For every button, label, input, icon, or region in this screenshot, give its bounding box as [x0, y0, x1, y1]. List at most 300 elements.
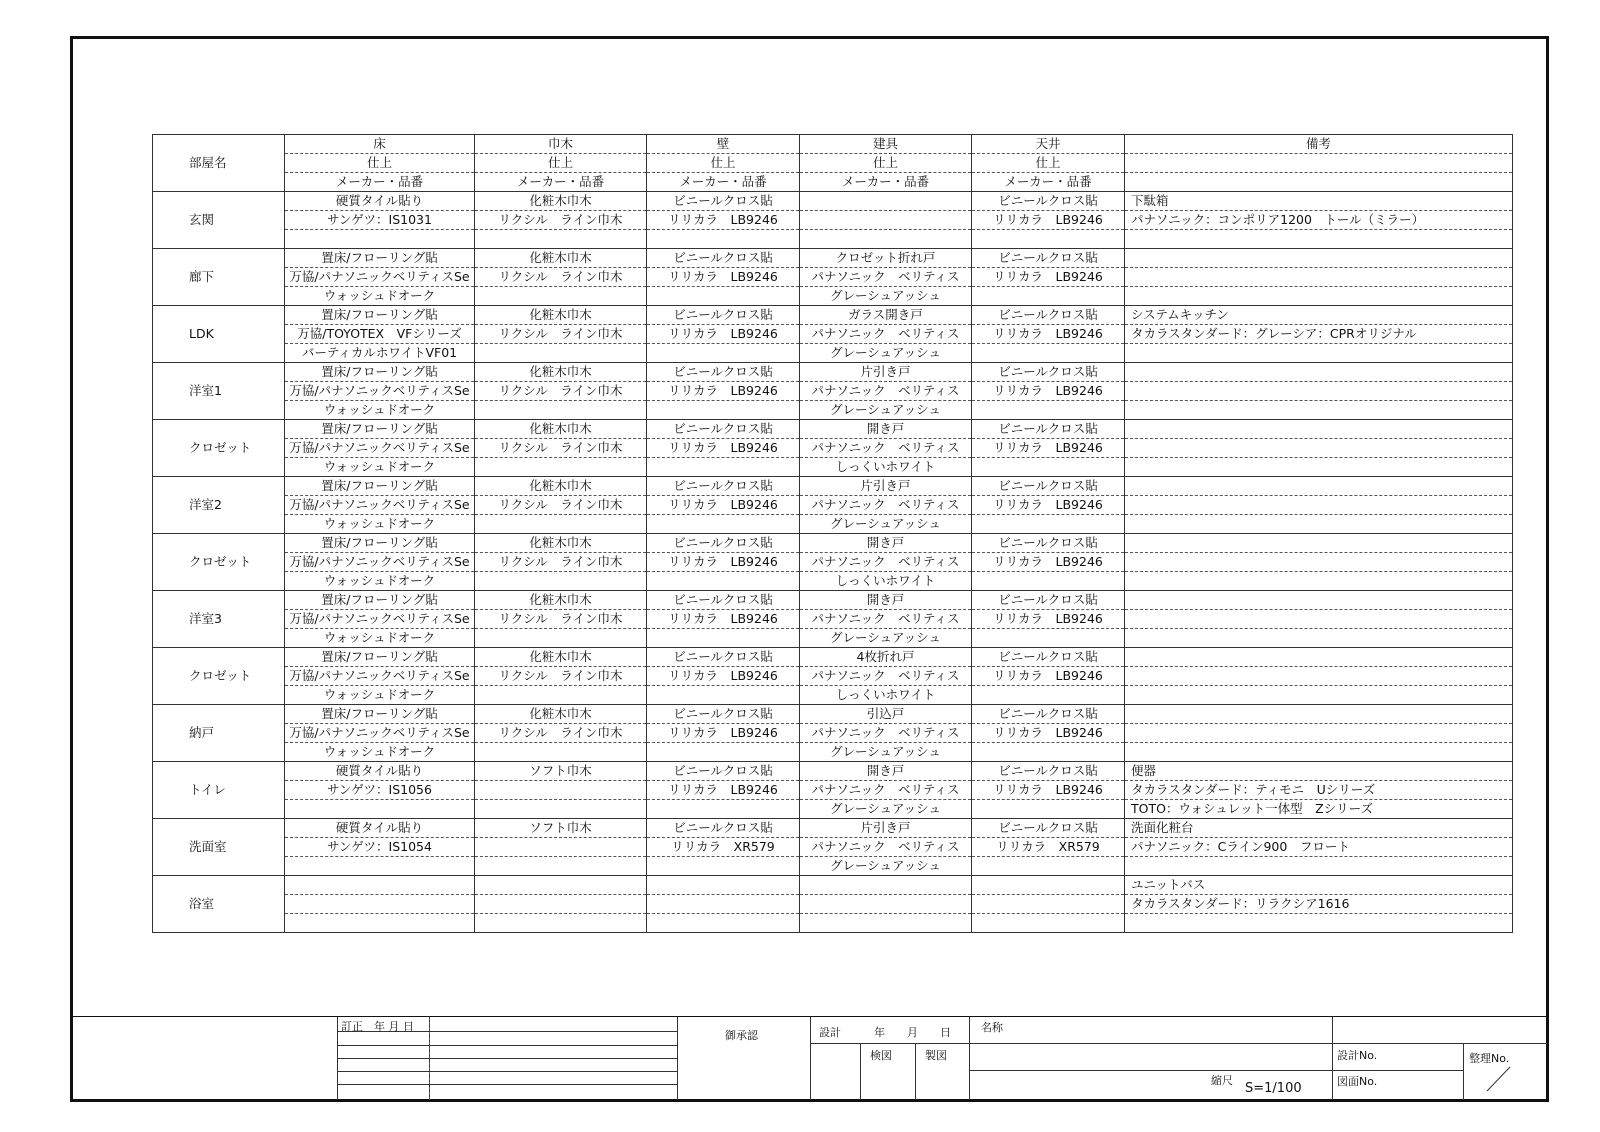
room-name: LDK — [153, 306, 285, 363]
room-name: 浴室 — [153, 876, 285, 933]
remarks-cell: パナソニック：コンポリア1200 トール（ミラー） — [1125, 211, 1513, 230]
floor-cell: 万協/パナソニックベリティスSe — [285, 724, 475, 743]
floor-cell: 万協/パナソニックベリティスSe — [285, 553, 475, 572]
base-cell: リクシル ライン巾木 — [475, 667, 647, 686]
wall-cell: ビニールクロス貼 — [647, 249, 800, 268]
table-row — [153, 363, 1513, 382]
wall-cell: ビニールクロス貼 — [647, 591, 800, 610]
table-row — [153, 819, 1513, 838]
table-row — [153, 667, 1513, 686]
wall-cell — [647, 800, 800, 819]
base-cell: 化粧木巾木 — [475, 363, 647, 382]
remarks-cell: 洗面化粧台 — [1125, 819, 1513, 838]
ceiling-cell: リリカラ LB9246 — [972, 553, 1125, 572]
design-date-label: 設計 年 月 日 — [819, 1026, 951, 1039]
door-cell: パナソニック ベリティス — [800, 439, 972, 458]
base-cell: 化粧木巾木 — [475, 705, 647, 724]
header-finish: 仕上 — [475, 154, 647, 173]
wall-cell: ビニールクロス貼 — [647, 819, 800, 838]
floor-cell: 置床/フローリング貼 — [285, 363, 475, 382]
floor-cell: 硬質タイル貼り — [285, 819, 475, 838]
wall-cell — [647, 401, 800, 420]
remarks-cell — [1125, 287, 1513, 306]
base-cell — [475, 401, 647, 420]
wall-cell: ビニールクロス貼 — [647, 705, 800, 724]
ceiling-cell: ビニールクロス貼 — [972, 192, 1125, 211]
floor-cell: サンゲツ：IS1054 — [285, 838, 475, 857]
remarks-cell: システムキッチン — [1125, 306, 1513, 325]
door-cell — [800, 192, 972, 211]
table-row — [153, 553, 1513, 572]
door-cell: パナソニック ベリティス — [800, 781, 972, 800]
remarks-cell — [1125, 705, 1513, 724]
room-name: 洋室1 — [153, 363, 285, 420]
ceiling-cell: リリカラ LB9246 — [972, 382, 1125, 401]
table-row — [153, 895, 1513, 914]
door-cell — [800, 914, 972, 933]
base-cell: 化粧木巾木 — [475, 249, 647, 268]
remarks-cell — [1125, 458, 1513, 477]
remarks-cell: パナソニック：Cライン900 フロート — [1125, 838, 1513, 857]
base-cell — [475, 572, 647, 591]
remarks-cell: 便器 — [1125, 762, 1513, 781]
table-row — [153, 838, 1513, 857]
ceiling-cell: ビニールクロス貼 — [972, 591, 1125, 610]
wall-cell: リリカラ LB9246 — [647, 610, 800, 629]
revision-label: 訂正 年 月 日 — [341, 1020, 414, 1033]
header-maker: メーカー・品番 — [972, 173, 1125, 192]
remarks-cell — [1125, 382, 1513, 401]
door-cell: 開き戸 — [800, 534, 972, 553]
floor-cell: 置床/フローリング貼 — [285, 534, 475, 553]
header-maker: メーカー・品番 — [475, 173, 647, 192]
ceiling-cell: リリカラ LB9246 — [972, 439, 1125, 458]
remarks-cell — [1125, 686, 1513, 705]
door-cell: グレーシュアッシュ — [800, 287, 972, 306]
room-name: 洋室2 — [153, 477, 285, 534]
door-cell: 片引き戸 — [800, 477, 972, 496]
wall-cell: リリカラ LB9246 — [647, 496, 800, 515]
ceiling-cell: リリカラ XR579 — [972, 838, 1125, 857]
base-cell — [475, 686, 647, 705]
remarks-cell — [1125, 230, 1513, 249]
floor-cell: ウォッシュドオーク — [285, 743, 475, 762]
base-cell: 化粧木巾木 — [475, 477, 647, 496]
header-floor: 床 — [285, 135, 475, 154]
header-empty — [1125, 173, 1513, 192]
name-label: 名称 — [981, 1021, 1003, 1034]
design-no-label: 設計No. — [1337, 1049, 1378, 1062]
room-name: 廊下 — [153, 249, 285, 306]
floor-cell: 置床/フローリング貼 — [285, 306, 475, 325]
floor-cell — [285, 876, 475, 895]
wall-cell — [647, 743, 800, 762]
base-cell: リクシル ライン巾木 — [475, 496, 647, 515]
door-cell: グレーシュアッシュ — [800, 344, 972, 363]
door-cell: パナソニック ベリティス — [800, 325, 972, 344]
floor-cell — [285, 857, 475, 876]
wall-cell — [647, 515, 800, 534]
base-cell — [475, 781, 647, 800]
wall-cell: ビニールクロス貼 — [647, 306, 800, 325]
wall-cell: ビニールクロス貼 — [647, 192, 800, 211]
door-cell: パナソニック ベリティス — [800, 838, 972, 857]
header-finish: 仕上 — [647, 154, 800, 173]
ceiling-cell — [972, 515, 1125, 534]
remarks-cell — [1125, 534, 1513, 553]
remarks-cell — [1125, 648, 1513, 667]
base-cell: 化粧木巾木 — [475, 648, 647, 667]
ceiling-cell — [972, 914, 1125, 933]
remarks-cell: ユニットバス — [1125, 876, 1513, 895]
table-row — [153, 249, 1513, 268]
wall-cell — [647, 857, 800, 876]
table-row — [153, 648, 1513, 667]
door-cell: グレーシュアッシュ — [800, 857, 972, 876]
base-cell — [475, 629, 647, 648]
header-maker: メーカー・品番 — [800, 173, 972, 192]
table-row — [153, 306, 1513, 325]
floor-cell: サンゲツ：IS1056 — [285, 781, 475, 800]
floor-cell: 万協/パナソニックベリティスSe — [285, 667, 475, 686]
base-cell — [475, 800, 647, 819]
floor-cell: 置床/フローリング貼 — [285, 420, 475, 439]
room-name: 洋室3 — [153, 591, 285, 648]
ceiling-cell — [972, 572, 1125, 591]
wall-cell — [647, 876, 800, 895]
ceiling-cell — [972, 344, 1125, 363]
remarks-cell — [1125, 572, 1513, 591]
remarks-cell — [1125, 249, 1513, 268]
room-name: クロゼット — [153, 420, 285, 477]
base-cell — [475, 230, 647, 249]
ceiling-cell: リリカラ LB9246 — [972, 211, 1125, 230]
wall-cell: リリカラ LB9246 — [647, 268, 800, 287]
title-block — [73, 1016, 1547, 1100]
floor-cell: 置床/フローリング貼 — [285, 249, 475, 268]
door-cell: 片引き戸 — [800, 363, 972, 382]
floor-cell: 万協/パナソニックベリティスSe — [285, 382, 475, 401]
remarks-cell — [1125, 724, 1513, 743]
ceiling-cell: ビニールクロス貼 — [972, 705, 1125, 724]
wall-cell — [647, 686, 800, 705]
table-row — [153, 591, 1513, 610]
room-name: 納戸 — [153, 705, 285, 762]
table-row — [153, 743, 1513, 762]
floor-cell — [285, 895, 475, 914]
check-label: 検図 — [870, 1049, 892, 1062]
wall-cell: リリカラ LB9246 — [647, 325, 800, 344]
drafting-label: 製図 — [925, 1049, 947, 1062]
door-cell: グレーシュアッシュ — [800, 800, 972, 819]
base-cell — [475, 838, 647, 857]
scale-label: 縮尺 — [1211, 1074, 1233, 1087]
floor-cell — [285, 914, 475, 933]
remarks-cell — [1125, 610, 1513, 629]
ceiling-cell: ビニールクロス貼 — [972, 249, 1125, 268]
table-row — [153, 344, 1513, 363]
ceiling-cell — [972, 857, 1125, 876]
header-remarks: 備考 — [1125, 135, 1513, 154]
wall-cell — [647, 629, 800, 648]
table-row — [153, 724, 1513, 743]
wall-cell: リリカラ LB9246 — [647, 211, 800, 230]
wall-cell: リリカラ XR579 — [647, 838, 800, 857]
ceiling-cell: ビニールクロス貼 — [972, 762, 1125, 781]
door-cell: 開き戸 — [800, 762, 972, 781]
remarks-cell — [1125, 401, 1513, 420]
ceiling-cell: ビニールクロス貼 — [972, 819, 1125, 838]
base-cell — [475, 914, 647, 933]
remarks-cell — [1125, 344, 1513, 363]
header-maker: メーカー・品番 — [285, 173, 475, 192]
door-cell: ガラス開き戸 — [800, 306, 972, 325]
wall-cell — [647, 344, 800, 363]
ceiling-cell: リリカラ LB9246 — [972, 325, 1125, 344]
floor-cell: 万協/パナソニックベリティスSe — [285, 610, 475, 629]
remarks-cell — [1125, 420, 1513, 439]
remarks-cell — [1125, 477, 1513, 496]
floor-cell: 硬質タイル貼り — [285, 762, 475, 781]
base-cell: リクシル ライン巾木 — [475, 325, 647, 344]
floor-cell: バーティカルホワイトVF01 — [285, 344, 475, 363]
wall-cell — [647, 895, 800, 914]
ceiling-cell — [972, 458, 1125, 477]
wall-cell: リリカラ LB9246 — [647, 439, 800, 458]
base-cell: リクシル ライン巾木 — [475, 439, 647, 458]
door-cell: パナソニック ベリティス — [800, 553, 972, 572]
header-base: 巾木 — [475, 135, 647, 154]
base-cell: 化粧木巾木 — [475, 534, 647, 553]
ceiling-cell — [972, 686, 1125, 705]
table-row — [153, 420, 1513, 439]
header-room: 部屋名 — [153, 135, 285, 192]
ceiling-cell: ビニールクロス貼 — [972, 477, 1125, 496]
ceiling-cell — [972, 743, 1125, 762]
table-row — [153, 230, 1513, 249]
wall-cell: ビニールクロス貼 — [647, 762, 800, 781]
table-row — [153, 800, 1513, 819]
remarks-cell — [1125, 439, 1513, 458]
ceiling-cell: リリカラ LB9246 — [972, 610, 1125, 629]
ceiling-cell — [972, 230, 1125, 249]
door-cell: 開き戸 — [800, 420, 972, 439]
base-cell: リクシル ライン巾木 — [475, 382, 647, 401]
table-row — [153, 762, 1513, 781]
drawing-no-label: 図面No. — [1337, 1075, 1378, 1088]
remarks-cell — [1125, 743, 1513, 762]
base-cell: リクシル ライン巾木 — [475, 211, 647, 230]
remarks-cell — [1125, 629, 1513, 648]
wall-cell: ビニールクロス貼 — [647, 363, 800, 382]
door-cell: パナソニック ベリティス — [800, 496, 972, 515]
base-cell: 化粧木巾木 — [475, 306, 647, 325]
door-cell: 引込戸 — [800, 705, 972, 724]
ref-no-slash-icon — [1485, 1065, 1511, 1093]
wall-cell: リリカラ LB9246 — [647, 382, 800, 401]
base-cell: リクシル ライン巾木 — [475, 268, 647, 287]
remarks-cell — [1125, 591, 1513, 610]
ceiling-cell — [972, 800, 1125, 819]
table-row — [153, 610, 1513, 629]
floor-cell: 置床/フローリング貼 — [285, 591, 475, 610]
door-cell: グレーシュアッシュ — [800, 401, 972, 420]
header-door: 建具 — [800, 135, 972, 154]
floor-cell: ウォッシュドオーク — [285, 686, 475, 705]
floor-cell: ウォッシュドオーク — [285, 572, 475, 591]
table-row — [153, 629, 1513, 648]
floor-cell: ウォッシュドオーク — [285, 287, 475, 306]
door-cell: グレーシュアッシュ — [800, 629, 972, 648]
table-row — [153, 686, 1513, 705]
door-cell: クロゼット折れ戸 — [800, 249, 972, 268]
table-row — [153, 382, 1513, 401]
ceiling-cell: ビニールクロス貼 — [972, 306, 1125, 325]
table-row — [153, 496, 1513, 515]
door-cell: グレーシュアッシュ — [800, 743, 972, 762]
wall-cell — [647, 914, 800, 933]
ceiling-cell: リリカラ LB9246 — [972, 781, 1125, 800]
base-cell: 化粧木巾木 — [475, 591, 647, 610]
ceiling-cell — [972, 895, 1125, 914]
room-name: 玄関 — [153, 192, 285, 249]
table-row — [153, 914, 1513, 933]
floor-cell: 置床/フローリング貼 — [285, 477, 475, 496]
base-cell — [475, 743, 647, 762]
remarks-cell — [1125, 515, 1513, 534]
table-row — [153, 439, 1513, 458]
table-row — [153, 534, 1513, 553]
base-cell — [475, 515, 647, 534]
header-finish: 仕上 — [800, 154, 972, 173]
floor-cell: ウォッシュドオーク — [285, 629, 475, 648]
base-cell — [475, 344, 647, 363]
base-cell — [475, 895, 647, 914]
approval-label: 御承認 — [725, 1029, 758, 1042]
base-cell — [475, 287, 647, 306]
remarks-cell — [1125, 496, 1513, 515]
table-row — [153, 515, 1513, 534]
ceiling-cell: ビニールクロス貼 — [972, 420, 1125, 439]
remarks-cell — [1125, 363, 1513, 382]
door-cell: パナソニック ベリティス — [800, 268, 972, 287]
base-cell — [475, 458, 647, 477]
ceiling-cell — [972, 401, 1125, 420]
wall-cell: リリカラ LB9246 — [647, 667, 800, 686]
ceiling-cell — [972, 876, 1125, 895]
remarks-cell — [1125, 914, 1513, 933]
floor-cell: 置床/フローリング貼 — [285, 705, 475, 724]
table-row — [153, 876, 1513, 895]
door-cell: パナソニック ベリティス — [800, 724, 972, 743]
door-cell: しっくいホワイト — [800, 458, 972, 477]
floor-cell: サンゲツ：IS1031 — [285, 211, 475, 230]
base-cell: 化粧木巾木 — [475, 192, 647, 211]
header-empty — [1125, 154, 1513, 173]
table-row — [153, 705, 1513, 724]
ceiling-cell: ビニールクロス貼 — [972, 648, 1125, 667]
door-cell: パナソニック ベリティス — [800, 667, 972, 686]
header-maker: メーカー・品番 — [647, 173, 800, 192]
floor-cell: 置床/フローリング貼 — [285, 648, 475, 667]
table-row — [153, 192, 1513, 211]
remarks-cell — [1125, 268, 1513, 287]
wall-cell — [647, 287, 800, 306]
wall-cell: リリカラ LB9246 — [647, 724, 800, 743]
floor-cell — [285, 800, 475, 819]
remarks-cell: 下駄箱 — [1125, 192, 1513, 211]
ceiling-cell: ビニールクロス貼 — [972, 534, 1125, 553]
base-cell: ソフト巾木 — [475, 762, 647, 781]
table-row — [153, 458, 1513, 477]
floor-cell: ウォッシュドオーク — [285, 458, 475, 477]
ceiling-cell — [972, 629, 1125, 648]
base-cell — [475, 876, 647, 895]
scale-value: S=1/100 — [1245, 1081, 1302, 1096]
floor-cell — [285, 230, 475, 249]
remarks-cell: TOTO：ウォシュレット一体型 Zシリーズ — [1125, 800, 1513, 819]
header-wall: 壁 — [647, 135, 800, 154]
ceiling-cell: ビニールクロス貼 — [972, 363, 1125, 382]
remarks-cell: タカラスタンダード：ティモニ Uシリーズ — [1125, 781, 1513, 800]
room-name: クロゼット — [153, 534, 285, 591]
ceiling-cell: リリカラ LB9246 — [972, 724, 1125, 743]
door-cell: 開き戸 — [800, 591, 972, 610]
door-cell — [800, 876, 972, 895]
wall-cell: ビニールクロス貼 — [647, 534, 800, 553]
door-cell: 片引き戸 — [800, 819, 972, 838]
door-cell: 4枚折れ戸 — [800, 648, 972, 667]
floor-cell: 万協/TOYOTEX VFシリーズ — [285, 325, 475, 344]
room-name: 洗面室 — [153, 819, 285, 876]
floor-cell: 万協/パナソニックベリティスSe — [285, 268, 475, 287]
wall-cell: ビニールクロス貼 — [647, 648, 800, 667]
floor-cell: 万協/パナソニックベリティスSe — [285, 496, 475, 515]
finish-schedule-table — [152, 134, 1513, 933]
remarks-cell — [1125, 857, 1513, 876]
table-row — [153, 287, 1513, 306]
header-finish: 仕上 — [972, 154, 1125, 173]
table-row — [153, 325, 1513, 344]
table-row — [153, 781, 1513, 800]
base-cell — [475, 857, 647, 876]
wall-cell: ビニールクロス貼 — [647, 477, 800, 496]
table-row — [153, 572, 1513, 591]
door-cell: パナソニック ベリティス — [800, 382, 972, 401]
door-cell: グレーシュアッシュ — [800, 515, 972, 534]
ref-no-label: 整理No. — [1469, 1052, 1510, 1065]
base-cell: リクシル ライン巾木 — [475, 724, 647, 743]
ceiling-cell: リリカラ LB9246 — [972, 496, 1125, 515]
remarks-cell: タカラスタンダード：リラクシア1616 — [1125, 895, 1513, 914]
table-row — [153, 477, 1513, 496]
remarks-cell — [1125, 553, 1513, 572]
base-cell: 化粧木巾木 — [475, 420, 647, 439]
floor-cell: 万協/パナソニックベリティスSe — [285, 439, 475, 458]
wall-cell — [647, 572, 800, 591]
room-name: トイレ — [153, 762, 285, 819]
table-row — [153, 401, 1513, 420]
base-cell: リクシル ライン巾木 — [475, 553, 647, 572]
door-cell: しっくいホワイト — [800, 686, 972, 705]
remarks-cell — [1125, 667, 1513, 686]
room-name: クロゼット — [153, 648, 285, 705]
door-cell: パナソニック ベリティス — [800, 610, 972, 629]
base-cell: ソフト巾木 — [475, 819, 647, 838]
door-cell: しっくいホワイト — [800, 572, 972, 591]
ceiling-cell — [972, 287, 1125, 306]
wall-cell — [647, 458, 800, 477]
